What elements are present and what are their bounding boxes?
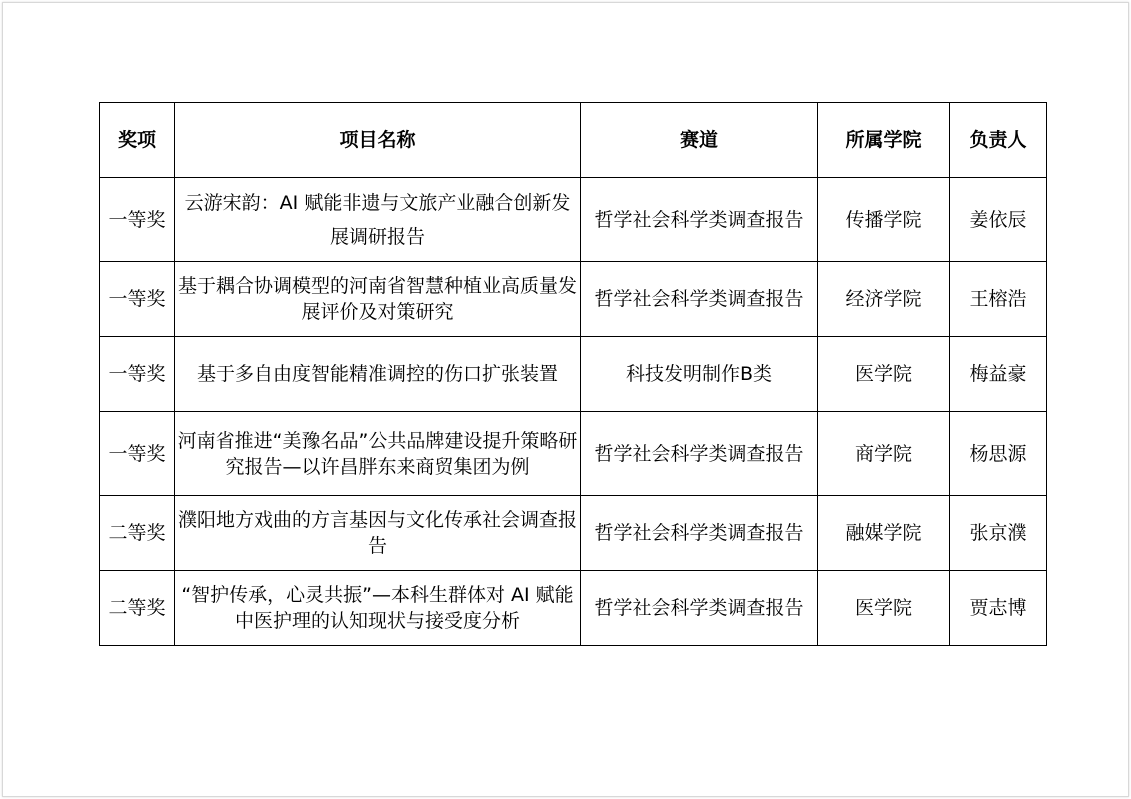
- college-cell: 经济学院: [818, 262, 950, 337]
- header-leader: 负责人: [950, 103, 1047, 178]
- leader-cell: 梅益豪: [950, 337, 1047, 412]
- leader-cell: 杨思源: [950, 412, 1047, 496]
- project-name-cell: 云游宋韵：AI 赋能非遗与文旅产业融合创新发展调研报告: [175, 178, 581, 262]
- award-cell: 一等奖: [100, 412, 175, 496]
- college-cell: 传播学院: [818, 178, 950, 262]
- document-page: [2, 2, 1129, 797]
- header-project-name: 项目名称: [175, 103, 581, 178]
- award-cell: 一等奖: [100, 262, 175, 337]
- college-cell: 商学院: [818, 412, 950, 496]
- table-header-row: [100, 103, 1047, 178]
- track-cell: 哲学社会科学类调查报告: [581, 262, 818, 337]
- track-cell: 哲学社会科学类调查报告: [581, 178, 818, 262]
- table-row: [100, 571, 1047, 646]
- project-name-cell: 河南省推进“美豫名品”公共品牌建设提升策略研究报告—以许昌胖东来商贸集团为例: [175, 412, 581, 496]
- project-name-cell: 基于耦合协调模型的河南省智慧种植业高质量发展评价及对策研究: [175, 262, 581, 337]
- table-row: [100, 496, 1047, 571]
- awards-table: [99, 102, 1047, 646]
- header-college: 所属学院: [818, 103, 950, 178]
- track-cell: 哲学社会科学类调查报告: [581, 571, 818, 646]
- college-cell: 医学院: [818, 571, 950, 646]
- table-row: [100, 412, 1047, 496]
- leader-cell: 王榕浩: [950, 262, 1047, 337]
- track-cell: 哲学社会科学类调查报告: [581, 412, 818, 496]
- table-row: [100, 337, 1047, 412]
- award-cell: 一等奖: [100, 178, 175, 262]
- college-cell: 医学院: [818, 337, 950, 412]
- header-track: 赛道: [581, 103, 818, 178]
- leader-cell: 姜依辰: [950, 178, 1047, 262]
- leader-cell: 贾志博: [950, 571, 1047, 646]
- project-name-cell: “智护传承，心灵共振”—本科生群体对 AI 赋能中医护理的认知现状与接受度分析: [175, 571, 581, 646]
- project-name-cell: 基于多自由度智能精准调控的伤口扩张装置: [175, 337, 581, 412]
- award-cell: 一等奖: [100, 337, 175, 412]
- project-name-cell: 濮阳地方戏曲的方言基因与文化传承社会调查报告: [175, 496, 581, 571]
- track-cell: 哲学社会科学类调查报告: [581, 496, 818, 571]
- table-row: [100, 262, 1047, 337]
- award-cell: 二等奖: [100, 496, 175, 571]
- track-cell: 科技发明制作B类: [581, 337, 818, 412]
- award-cell: 二等奖: [100, 571, 175, 646]
- table-row: [100, 178, 1047, 262]
- header-award: 奖项: [100, 103, 175, 178]
- leader-cell: 张京濮: [950, 496, 1047, 571]
- college-cell: 融媒学院: [818, 496, 950, 571]
